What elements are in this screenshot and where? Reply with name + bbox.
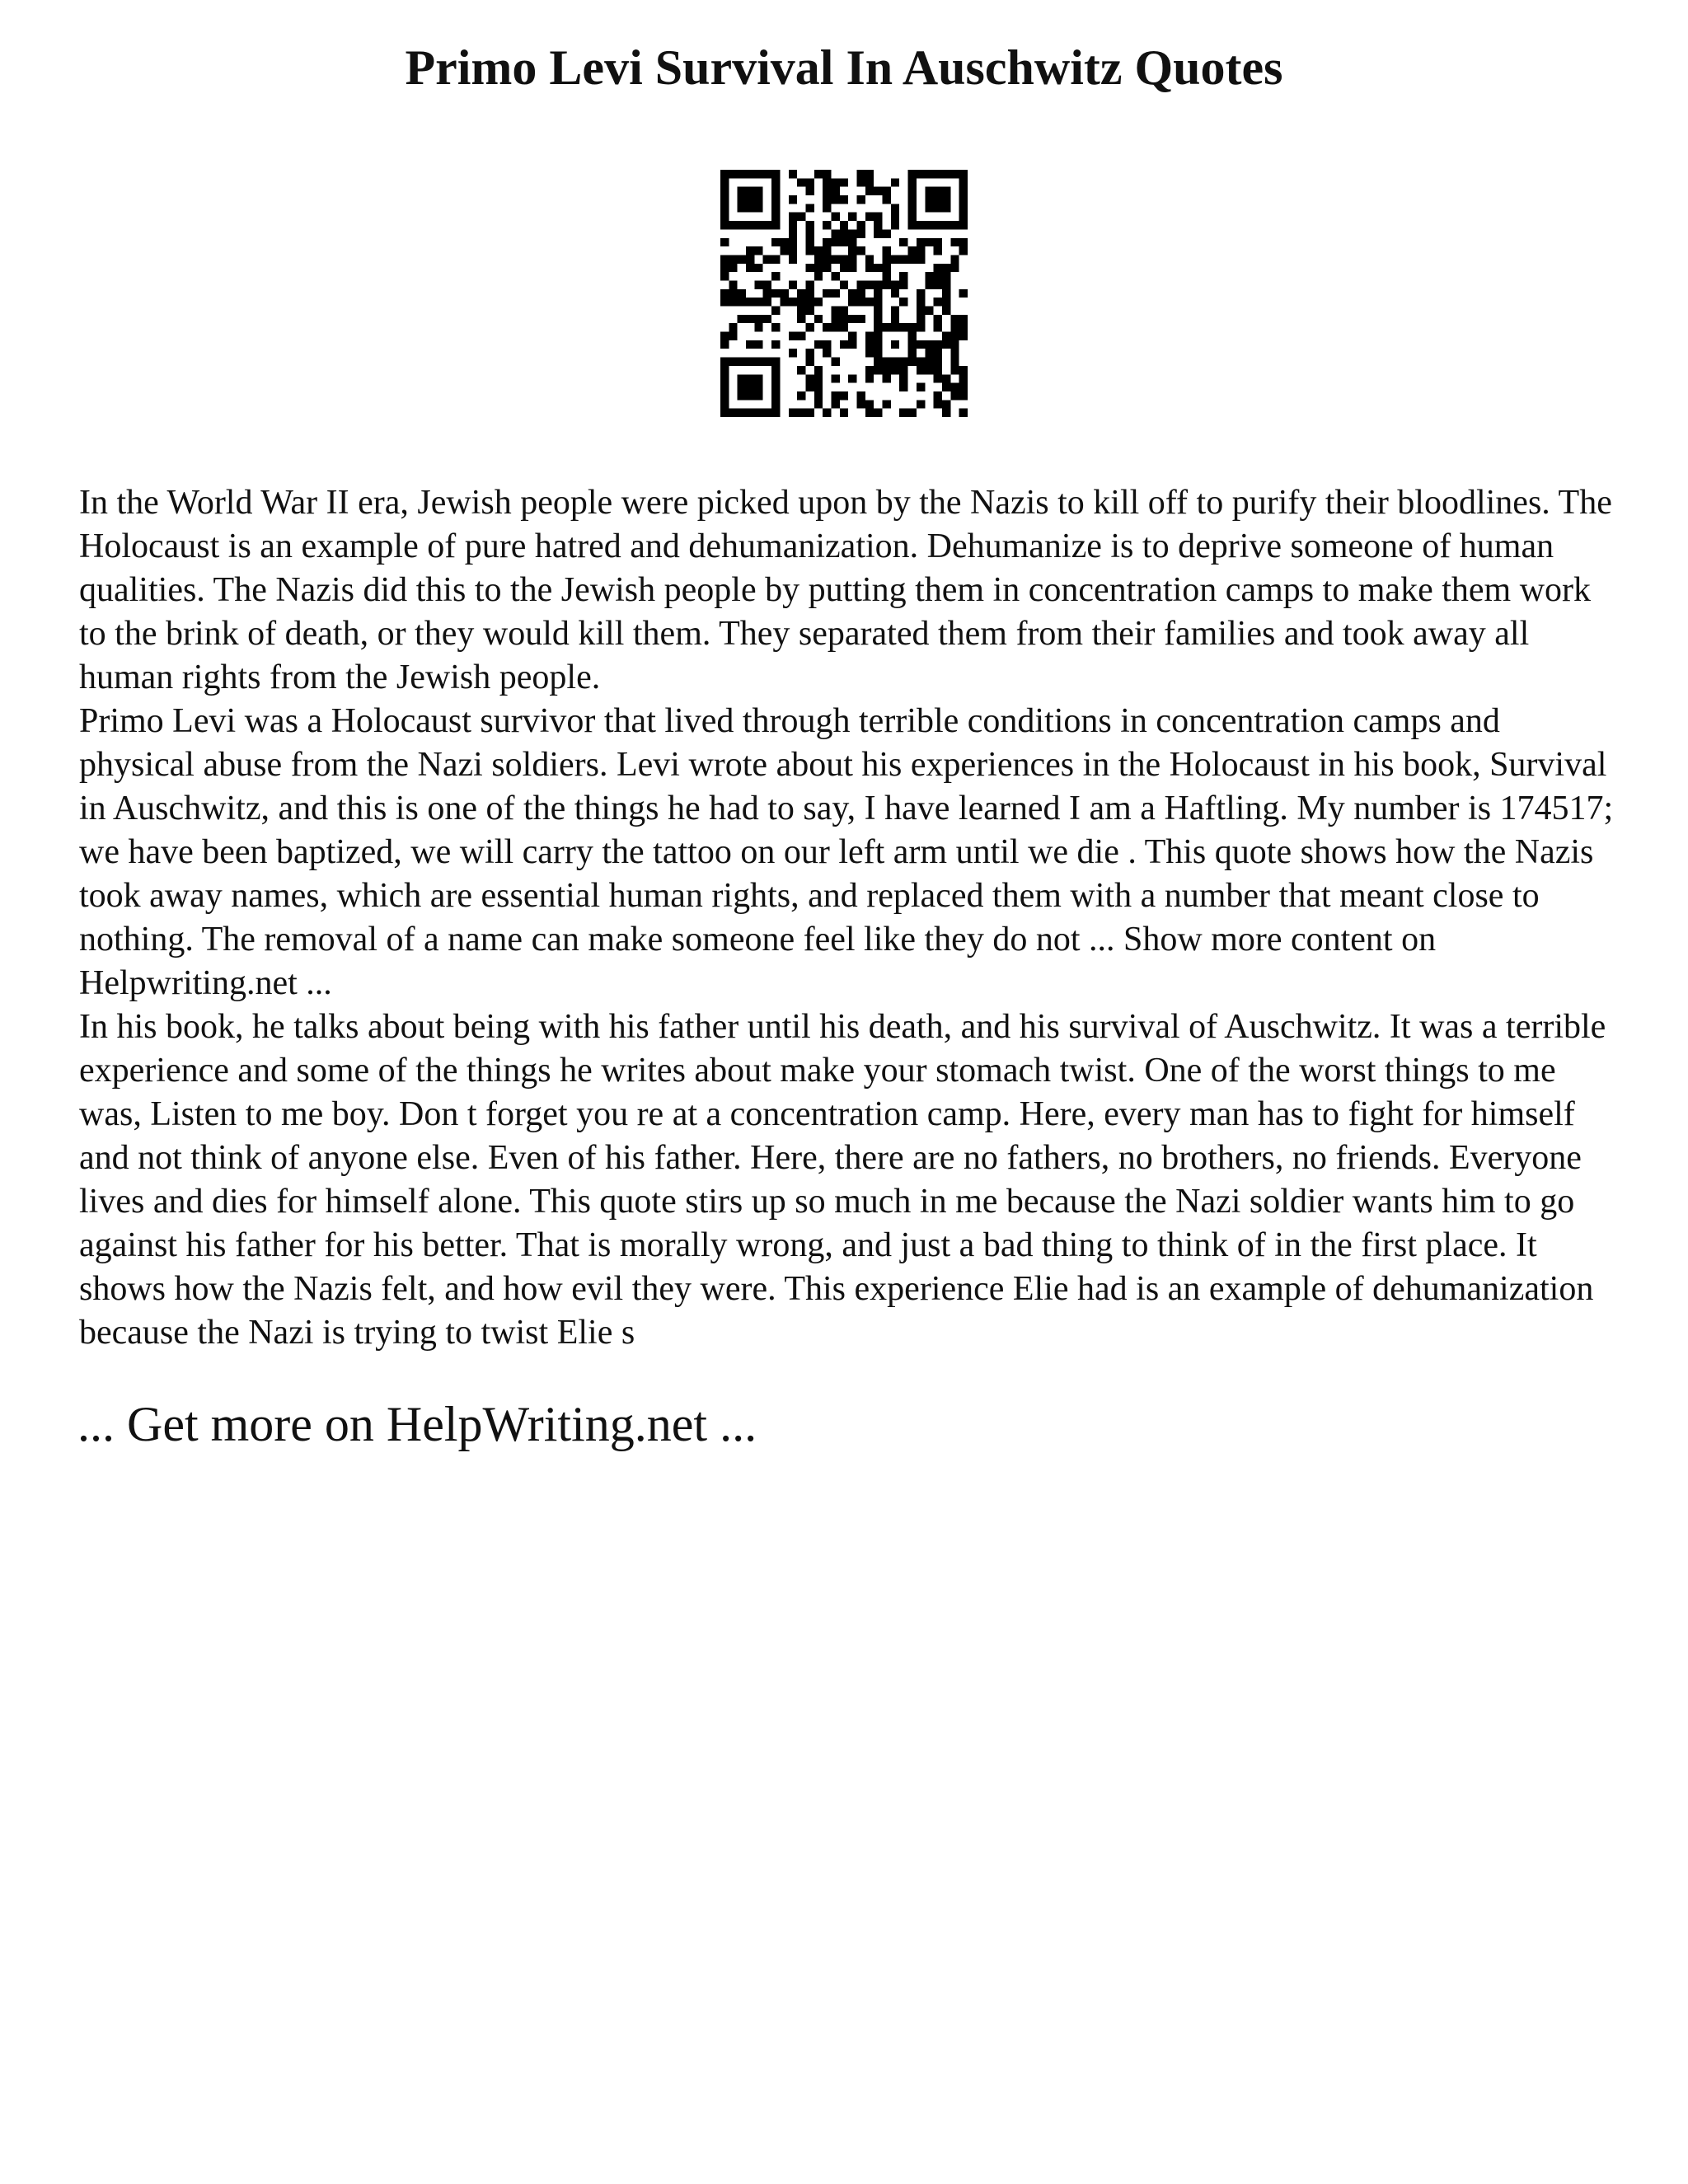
- paragraph-2: Primo Levi was a Holocaust survivor that lived through terrible conditions in concentration camps and physical abuse from the Nazi soldiers. Levi wrote about his experiences in the Holocaust in his book, Survival in Auschwitz, and this is one of the things he had to say, I have learned I am a Haftling. My number is 174517; we have been baptized, we will carry the tattoo on our left arm until we die . This quote shows how the Nazis took away names, which are essential human rights, and replaced them with a number that meant close to nothing. The removal of a name can make someone feel like they do not ... Show more content on Helpwriting.net ...: [79, 702, 1614, 1002]
- article-body: [79, 481, 1620, 1355]
- paragraph-3: In his book, he talks about being with his father until his death, and his survival of Auschwitz. It was a terrible experience and some of the things he writes about make your stomach twist. One of the worst things to me was, Listen to me boy. Don t forget you re at a concentration camp. Here, every man has to fight for himself and not think of anyone else. Even of his father. Here, there are no fathers, no brothers, no friends. Everyone lives and dies for himself alone. This quote stirs up so much in me because the Nazi soldier wants him to go against his father for his better. That is morally wrong, and just a bad thing to think of in the first place. It shows how the Nazis felt, and how evil they were. This experience Elie had is an example of dehumanization because the Nazi is trying to twist Elie s: [79, 1008, 1606, 1352]
- paragraph-1: In the World War II era, Jewish people were picked upon by the Nazis to kill off to purify their bloodlines. The Holocaust is an example of pure hatred and dehumanization. Dehumanize is to deprive someone of human qualities. The Nazis did this to the Jewish people by putting them in concentration camps to make them work to the brink of death, or they would kill them. They separated them from their families and took away all human rights from the Jewish people.: [79, 484, 1612, 696]
- qr-code-icon: [720, 170, 968, 417]
- page-title: Primo Levi Survival In Auschwitz Quotes: [405, 40, 1283, 95]
- get-more-link[interactable]: ... Get more on HelpWriting.net ...: [77, 1397, 757, 1451]
